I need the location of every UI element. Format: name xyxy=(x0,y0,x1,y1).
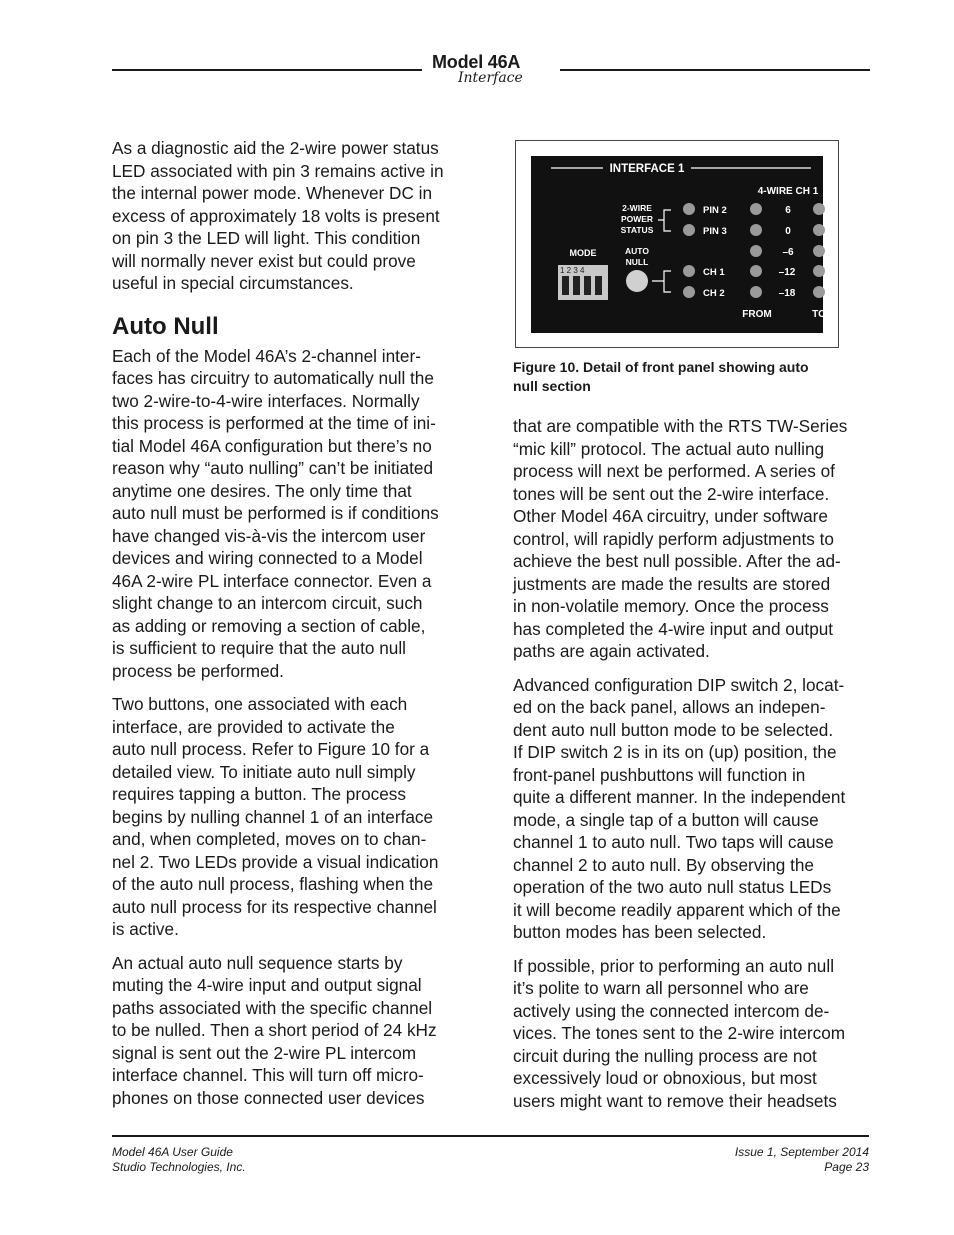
figure-caption-text: Figure 10. Detail of front panel showing auto null section xyxy=(513,359,809,394)
ch2-led xyxy=(683,286,695,298)
pin3-led xyxy=(683,224,695,236)
paragraph-diagnostic: As a diagnostic aid the 2-wire power status LED associated with pin 3 remains active in the internal power mode. Whenever DC in excess of approximately 18 volts is present on pin 3 the LED will light. This condition will normally never exist but could prove useful in special circumstances. xyxy=(112,138,444,293)
footer-issue: Issue 1, September 2014 xyxy=(734,1145,869,1159)
level-0: 0 xyxy=(785,226,791,237)
ch1-label: CH 1 xyxy=(703,267,725,278)
figure-front-panel xyxy=(515,140,839,348)
right-column xyxy=(513,415,885,1123)
to-label: TO xyxy=(812,309,826,320)
dip-switch-1 xyxy=(562,276,569,295)
to-led-m18 xyxy=(813,286,825,298)
panel-title: INTERFACE 1 xyxy=(609,163,685,175)
footer-page-number: Page 23 xyxy=(824,1160,869,1174)
auto-null-bracket xyxy=(652,271,671,292)
paragraph-dip-switch: Advanced configuration DIP switch 2, locat- ed on the back panel, allows an indepen- dent auto null button mode to be selected. If DIP switch 2 is in its on (up) position, the front-panel pushbuttons will function in quite a different manner. In the independent mode, a single tap of a button will cause channel 1 to auto null. Two taps will cause channel 2 to auto null. By observing the operation of the two auto null status LEDs it will become readily apparent which of the button modes has been selected. xyxy=(513,674,846,942)
from-led-0 xyxy=(750,224,762,236)
header-title: Model 46A xyxy=(432,52,521,72)
ch1-led xyxy=(683,265,695,277)
paragraph-sequence: An actual auto null sequence starts by muting the 4-wire input and output signal paths associated with the specific channel to be nulled. Then a short period of 24 kHz signal is sent out the 2-wire PL intercom interface channel. This will turn off micro- phones on those connected user devices xyxy=(112,952,437,1108)
left-column xyxy=(112,137,482,1120)
auto-null-label-line1: AUTO xyxy=(625,246,649,256)
header-rule-right xyxy=(560,69,870,71)
from-led-m12 xyxy=(750,265,762,277)
pin2-led xyxy=(683,203,695,215)
from-led-6 xyxy=(750,203,762,215)
front-panel-image xyxy=(531,156,826,333)
ch2-label: CH 2 xyxy=(703,288,725,299)
auto-null-button xyxy=(626,270,648,292)
pin2-label: PIN 2 xyxy=(703,205,727,216)
level-6: 6 xyxy=(785,205,791,216)
section-heading-auto-null: Auto Null xyxy=(112,312,219,340)
from-led-m6 xyxy=(750,245,762,257)
level-m18: –18 xyxy=(778,288,796,299)
header-subtitle: Interface xyxy=(458,70,523,86)
four-wire-label: 4-WIRE CH 1 xyxy=(757,186,819,197)
dip-switch-2 xyxy=(573,276,580,295)
footer-guide-title: Model 46A User Guide xyxy=(112,1145,233,1159)
power-status-label-line2: POWER xyxy=(620,214,654,224)
dip-switch-4 xyxy=(595,276,602,295)
figure-caption xyxy=(513,358,858,396)
footer-right xyxy=(735,1145,869,1175)
front-panel-diagram xyxy=(531,156,826,333)
power-status-bracket xyxy=(658,210,671,231)
header-rule-left xyxy=(112,69,422,71)
paragraph-warning: If possible, prior to performing an auto null it’s polite to warn all personnel who are actively using the connected intercom de- vices. The tones sent to the 2-wire intercom circuit during the nulling process are not excessively loud or obnoxious, but most users might want to remove their headsets xyxy=(513,955,846,1111)
from-led-m18 xyxy=(750,286,762,298)
dip-switch-3 xyxy=(584,276,591,295)
to-led-6 xyxy=(813,203,825,215)
footer-rule xyxy=(112,1135,869,1137)
level-m12: –12 xyxy=(778,267,796,278)
from-label: FROM xyxy=(742,309,772,320)
power-status-label-line1: 2-WIRE xyxy=(622,203,652,213)
to-led-m6 xyxy=(813,245,825,257)
mode-label: MODE xyxy=(569,248,597,258)
footer-left xyxy=(112,1145,246,1175)
paragraph-two-buttons: Two buttons, one associated with each interface, are provided to activate the auto null process. Refer to Figure 10 for a detailed view. To initiate auto null simply requires tapping a button. The process begins by nulling channel 1 of an interface and, when completed, moves on to chan- nel 2. Two LEDs provide a visual indication of the auto null process, flashing when the auto null process for its respective channel is active. xyxy=(112,694,439,939)
auto-null-label-line2: NULL xyxy=(625,257,649,267)
paragraph-auto-null-process: that are compatible with the RTS TW-Series “mic kill” protocol. The actual auto nulling process will next be performed. A series of tones will be sent out the 2-wire interface. Other Model 46A circuitry, under software control, will rapidly perform adjustments to achieve the best null possible. After the ad- justments are made the results are stored in non-volatile memory. Once the process has completed the 4-wire input and output paths are again activated. xyxy=(513,416,848,661)
level-m6: –6 xyxy=(782,247,794,258)
footer-company: Studio Technologies, Inc. xyxy=(112,1160,246,1174)
to-led-m12 xyxy=(813,265,825,277)
paragraph-auto-null-intro: Each of the Model 46A’s 2-channel inter- faces has circuitry to automatically null the two 2-wire-to-4-wire interfaces. Normally this process is performed at the time of ini- tial Model 46A configuration but there’s no reason why “auto nulling” can’t be initiated anytime one desires. The only time that auto null must be performed is if conditions have changed vis-à-vis the intercom user devices and wiring connected to a Model 46A 2-wire PL interface connector. Even a slight change to an intercom circuit, such as adding or removing a section of cable, is sufficient to require that the auto null process be performed. xyxy=(112,345,439,681)
to-led-0 xyxy=(813,224,825,236)
pin3-label: PIN 3 xyxy=(703,226,727,237)
dip-switch-numbers: 1 2 3 4 xyxy=(560,266,585,275)
power-status-label-line3: STATUS xyxy=(620,225,654,235)
